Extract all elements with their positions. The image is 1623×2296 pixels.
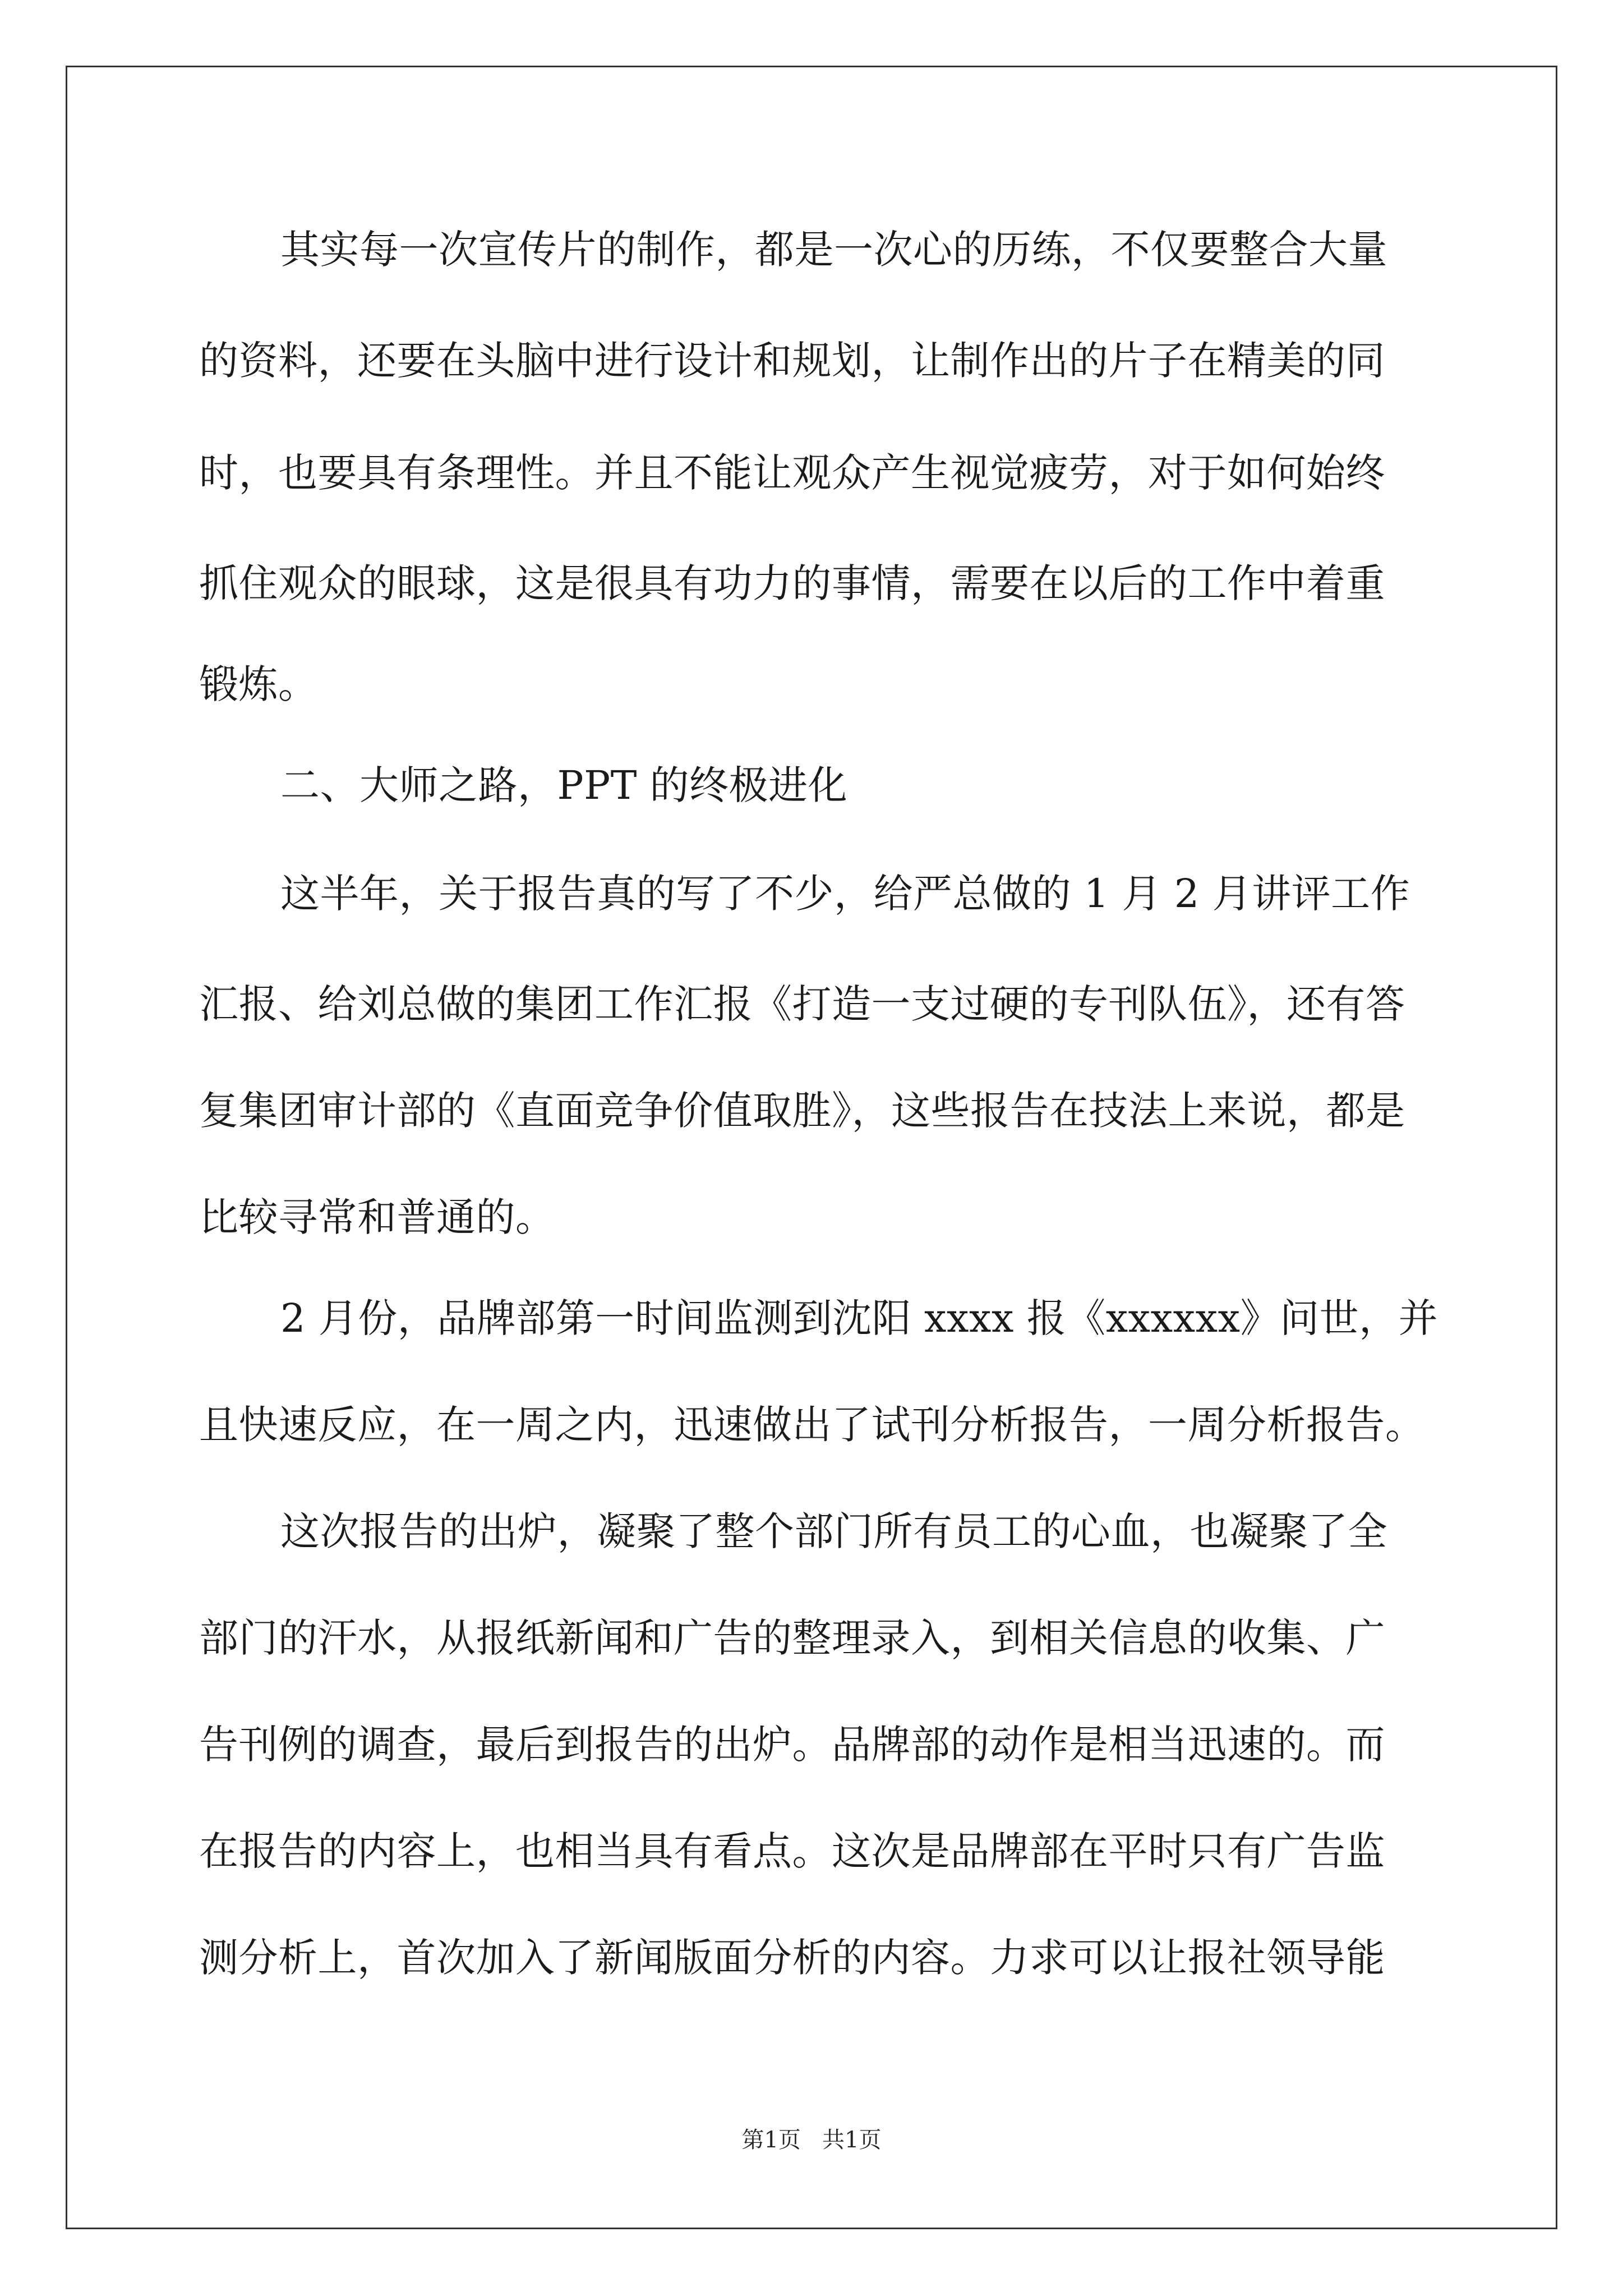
text-line: 的资料，还要在头脑中进行设计和规划，让制作出的片子在精美的同 (199, 338, 1385, 384)
text-line: 这半年，关于报告真的写了不少，给严总做的 1 月 2 月讲评工作 (280, 871, 1410, 917)
text-line: 时，也要具有条理性。并且不能让观众产生视觉疲劳，对于如何始终 (199, 450, 1385, 496)
text-line: 测分析上，首次加入了新闻版面分析的内容。力求可以让报社领导能 (199, 1935, 1385, 1981)
text-line: 抓住观众的眼球，这是很具有功力的事情，需要在以后的工作中着重 (199, 560, 1385, 606)
text-line: 锻炼。 (199, 661, 318, 707)
text-line: 告刊例的调查，最后到报告的出炉。品牌部的动作是相当迅速的。而 (199, 1722, 1385, 1768)
text-line: 汇报、给刘总做的集团工作汇报《打造一支过硬的专刊队伍》，还有答 (199, 981, 1405, 1027)
text-line: 且快速反应，在一周之内，迅速做出了试刊分析报告，一周分析报告。 (199, 1402, 1425, 1448)
text-line: 这次报告的出炉，凝聚了整个部门所有员工的心血，也凝聚了全 (280, 1508, 1387, 1554)
text-line: 其实每一次宣传片的制作，都是一次心的历练，不仅要整合大量 (280, 227, 1387, 273)
text-line: 在报告的内容上，也相当具有看点。这次是品牌部在平时只有广告监 (199, 1828, 1385, 1874)
page-border (66, 66, 1557, 2229)
text-line: 复集团审计部的《直面竞争价值取胜》，这些报告在技法上来说，都是 (199, 1088, 1405, 1134)
page-number-footer: 第1页 共1页 (741, 2127, 882, 2153)
section-heading: 二、大师之路，PPT 的终极进化 (280, 762, 848, 808)
text-line: 比较寻常和普通的。 (199, 1194, 555, 1240)
text-line: 2 月份，品牌部第一时间监测到沈阳 xxxx 报《xxxxxx》问世，并 (280, 1295, 1438, 1341)
text-line: 部门的汗水，从报纸新闻和广告的整理录入，到相关信息的收集、广 (199, 1615, 1385, 1661)
